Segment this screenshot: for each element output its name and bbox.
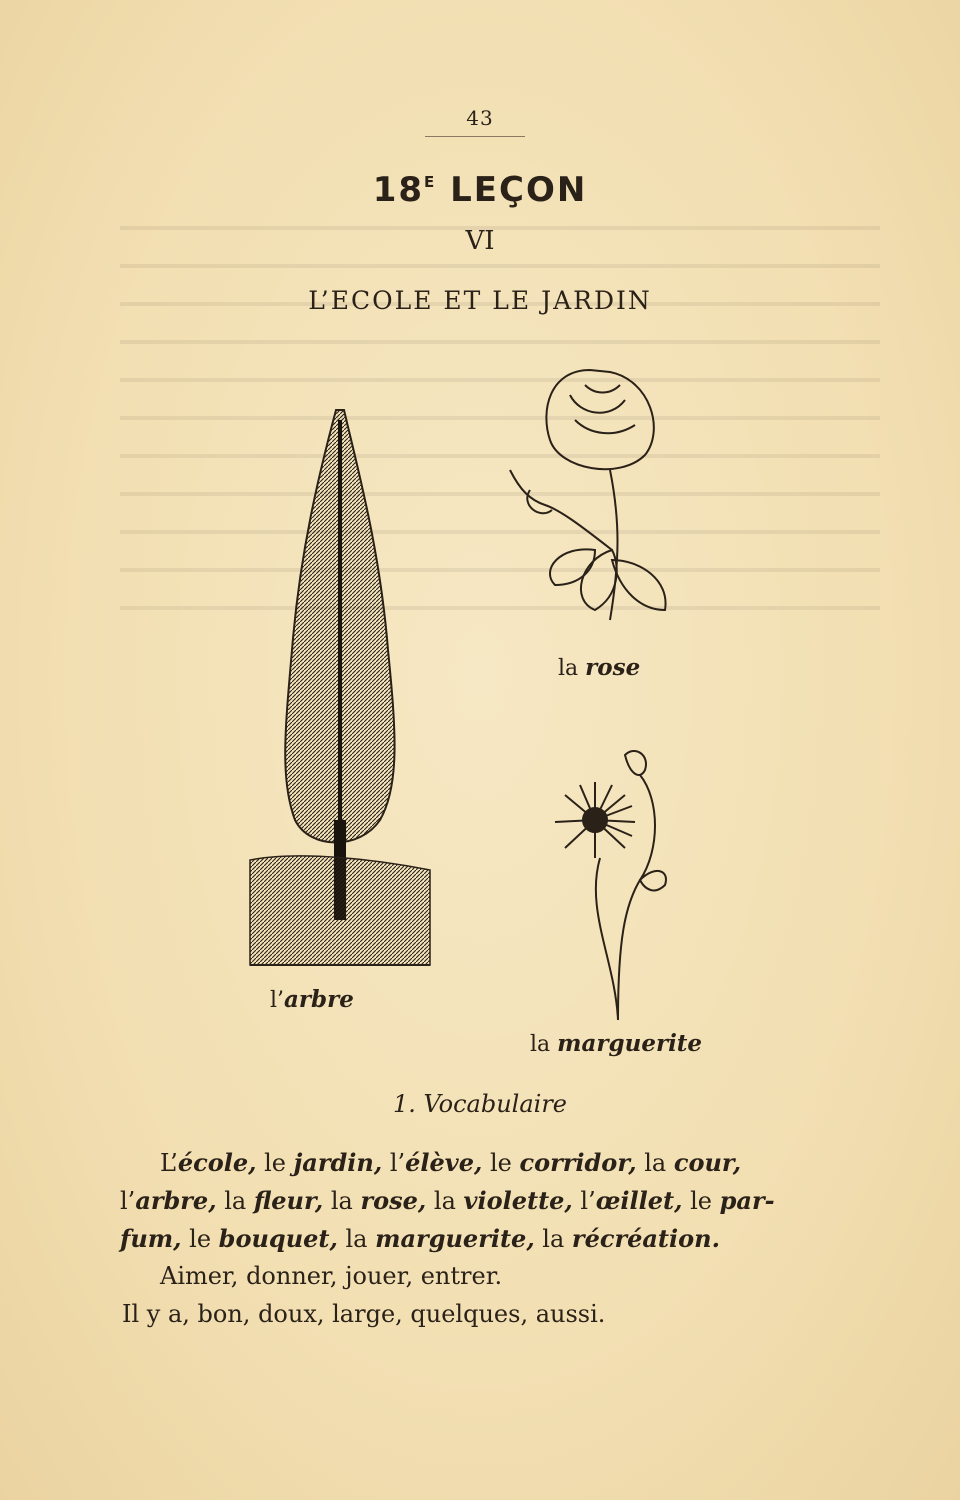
vocab-article: l’ bbox=[572, 1187, 596, 1215]
vocab-article: la bbox=[323, 1187, 361, 1215]
lesson-word: LEÇON bbox=[450, 170, 588, 210]
tree-caption bbox=[270, 986, 354, 1013]
vocab-article: le bbox=[181, 1225, 219, 1253]
vocab-word: élève, bbox=[405, 1148, 483, 1177]
vocab-word: corridor, bbox=[519, 1148, 637, 1177]
daisy-caption bbox=[530, 1030, 702, 1057]
vocab-article: la bbox=[426, 1187, 464, 1215]
vocab-article: le bbox=[482, 1149, 520, 1177]
chapter-title: L’ECOLE ET LE JARDIN bbox=[308, 286, 652, 315]
vocab-article: la bbox=[337, 1225, 376, 1253]
lesson-number: 18 bbox=[372, 170, 425, 210]
vocab-article: la bbox=[636, 1149, 674, 1177]
vocab-word: par- bbox=[719, 1186, 775, 1215]
vocab-article: la bbox=[216, 1187, 254, 1215]
rose-article: la bbox=[558, 656, 579, 681]
vocab-word: jardin, bbox=[293, 1148, 383, 1177]
page-number: 43 bbox=[466, 106, 494, 130]
daisy-illustration bbox=[540, 740, 680, 1030]
vocab-word: œillet, bbox=[595, 1186, 683, 1215]
vocab-article: l’ bbox=[382, 1149, 406, 1177]
vocab-word: fleur, bbox=[253, 1186, 324, 1215]
chapter-number: VI bbox=[465, 226, 495, 256]
tree-name: arbre bbox=[284, 986, 354, 1013]
vocab-article: le bbox=[256, 1149, 294, 1177]
vocab-other-words: Il y a, bon, doux, large, quelques, aussi. bbox=[122, 1300, 606, 1328]
vocab-article: l’ bbox=[120, 1187, 136, 1215]
vocab-verbs: Aimer, donner, jouer, entrer. bbox=[160, 1262, 503, 1290]
vocab-line-2 bbox=[120, 1186, 775, 1215]
vocab-word: bouquet, bbox=[218, 1224, 338, 1253]
vocab-word: arbre, bbox=[135, 1186, 217, 1215]
vocab-word: rose, bbox=[360, 1186, 427, 1215]
vocab-article: le bbox=[682, 1187, 720, 1215]
vocab-article: la bbox=[534, 1225, 572, 1253]
vocab-word: école, bbox=[177, 1148, 257, 1177]
vocab-line-3 bbox=[120, 1224, 720, 1253]
lesson-heading bbox=[0, 170, 960, 210]
lesson-ordinal: E bbox=[424, 173, 437, 191]
daisy-name: marguerite bbox=[557, 1030, 703, 1057]
page-number-rule bbox=[425, 136, 525, 137]
vocab-word: fum, bbox=[120, 1224, 182, 1253]
vocab-word: marguerite, bbox=[375, 1224, 535, 1253]
vocabulary-heading: 1. Vocabulaire bbox=[392, 1090, 567, 1118]
rose-caption bbox=[558, 654, 640, 681]
vocab-article: L’ bbox=[160, 1149, 178, 1177]
vocab-word: violette, bbox=[463, 1186, 573, 1215]
tree-article: l’ bbox=[270, 988, 285, 1013]
vocab-word: cour, bbox=[673, 1148, 742, 1177]
vocab-word: récréation. bbox=[571, 1224, 720, 1253]
rose-name: rose bbox=[585, 654, 641, 681]
tree-illustration bbox=[240, 390, 440, 990]
daisy-article: la bbox=[530, 1032, 551, 1057]
vocab-line-1 bbox=[160, 1148, 741, 1177]
rose-illustration bbox=[500, 360, 680, 660]
